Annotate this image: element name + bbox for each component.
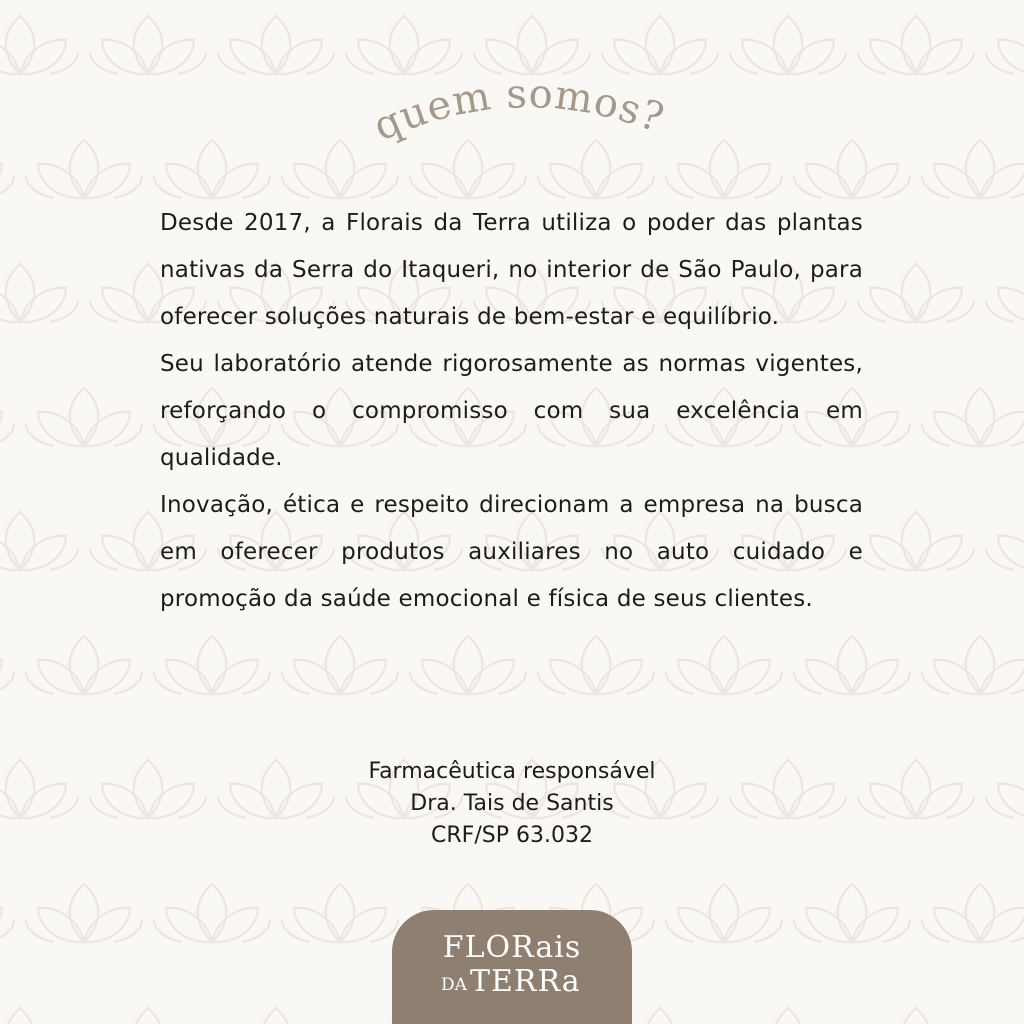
lotus-outline-icon [474, 16, 590, 74]
lotus-outline-icon [538, 636, 654, 694]
lotus-outline-icon [90, 16, 206, 74]
pharmacist-registration: CRF/SP 63.032 [431, 823, 593, 848]
lotus-outline-icon [922, 140, 1024, 198]
logo-line-1: FLORais [442, 930, 582, 965]
lotus-outline-icon [282, 636, 398, 694]
about-paragraph: Seu laboratório atende rigorosamente as normas vigentes, reforçando o compromisso com sua excelência em qualidade. [160, 351, 863, 471]
about-paragraph: Inovação, ética e respeito direcionam a empresa na busca em oferecer produtos auxiliares no auto cuidado e promoção da saúde emocional e física de seus clientes. [160, 492, 863, 612]
page-title [330, 70, 700, 180]
lotus-outline-icon [986, 1008, 1024, 1024]
lotus-outline-icon [0, 636, 14, 694]
lotus-outline-icon [346, 16, 462, 74]
lotus-outline-icon [666, 636, 782, 694]
lotus-outline-icon [0, 388, 14, 446]
lotus-outline-icon [730, 16, 846, 74]
brand-logo [392, 910, 632, 1024]
lotus-outline-icon [26, 884, 142, 942]
lotus-outline-icon [858, 512, 974, 570]
lotus-outline-icon [0, 264, 78, 322]
lotus-outline-icon [218, 16, 334, 74]
lotus-outline-icon [90, 760, 206, 818]
lotus-outline-icon [410, 636, 526, 694]
about-paragraph: Desde 2017, a Florais da Terra utiliza o poder das plantas nativas da Serra do Itaqueri, no interior de São Paulo, para oferecer soluções naturais de bem-estar e equilíbrio. [160, 210, 863, 330]
lotus-outline-icon [858, 760, 974, 818]
svg-text:quem somos? [367, 71, 670, 150]
lotus-outline-icon [0, 16, 78, 74]
lotus-outline-icon [0, 1008, 78, 1024]
lotus-outline-icon [0, 140, 14, 198]
about-text [160, 200, 863, 623]
lotus-outline-icon [26, 388, 142, 446]
lotus-outline-icon [26, 140, 142, 198]
pharmacist-signature [262, 756, 762, 852]
lotus-outline-icon [282, 884, 398, 942]
lotus-outline-icon [794, 140, 910, 198]
lotus-outline-icon [986, 760, 1024, 818]
lotus-outline-icon [922, 388, 1024, 446]
pharmacist-role: Farmacêutica responsável [368, 759, 656, 784]
lotus-outline-icon [218, 1008, 334, 1024]
lotus-outline-icon [154, 636, 270, 694]
lotus-outline-icon [922, 884, 1024, 942]
lotus-outline-icon [794, 636, 910, 694]
lotus-outline-icon [986, 16, 1024, 74]
lotus-outline-icon [0, 884, 14, 942]
lotus-outline-icon [154, 140, 270, 198]
lotus-outline-icon [666, 884, 782, 942]
lotus-outline-icon [730, 1008, 846, 1024]
lotus-outline-icon [154, 884, 270, 942]
lotus-outline-icon [794, 884, 910, 942]
lotus-outline-icon [986, 512, 1024, 570]
pharmacist-name: Dra. Tais de Santis [410, 791, 614, 816]
lotus-outline-icon [858, 264, 974, 322]
lotus-outline-icon [986, 264, 1024, 322]
lotus-outline-icon [602, 16, 718, 74]
lotus-outline-icon [0, 512, 78, 570]
lotus-outline-icon [858, 1008, 974, 1024]
lotus-outline-icon [0, 760, 78, 818]
lotus-outline-icon [90, 1008, 206, 1024]
lotus-outline-icon [922, 636, 1024, 694]
page-title-text: quem somos? [366, 71, 671, 151]
logo-line-2-small: DA [441, 975, 467, 995]
logo-line-2: TERRa [470, 964, 581, 999]
lotus-outline-icon [26, 636, 142, 694]
lotus-outline-icon [858, 16, 974, 74]
